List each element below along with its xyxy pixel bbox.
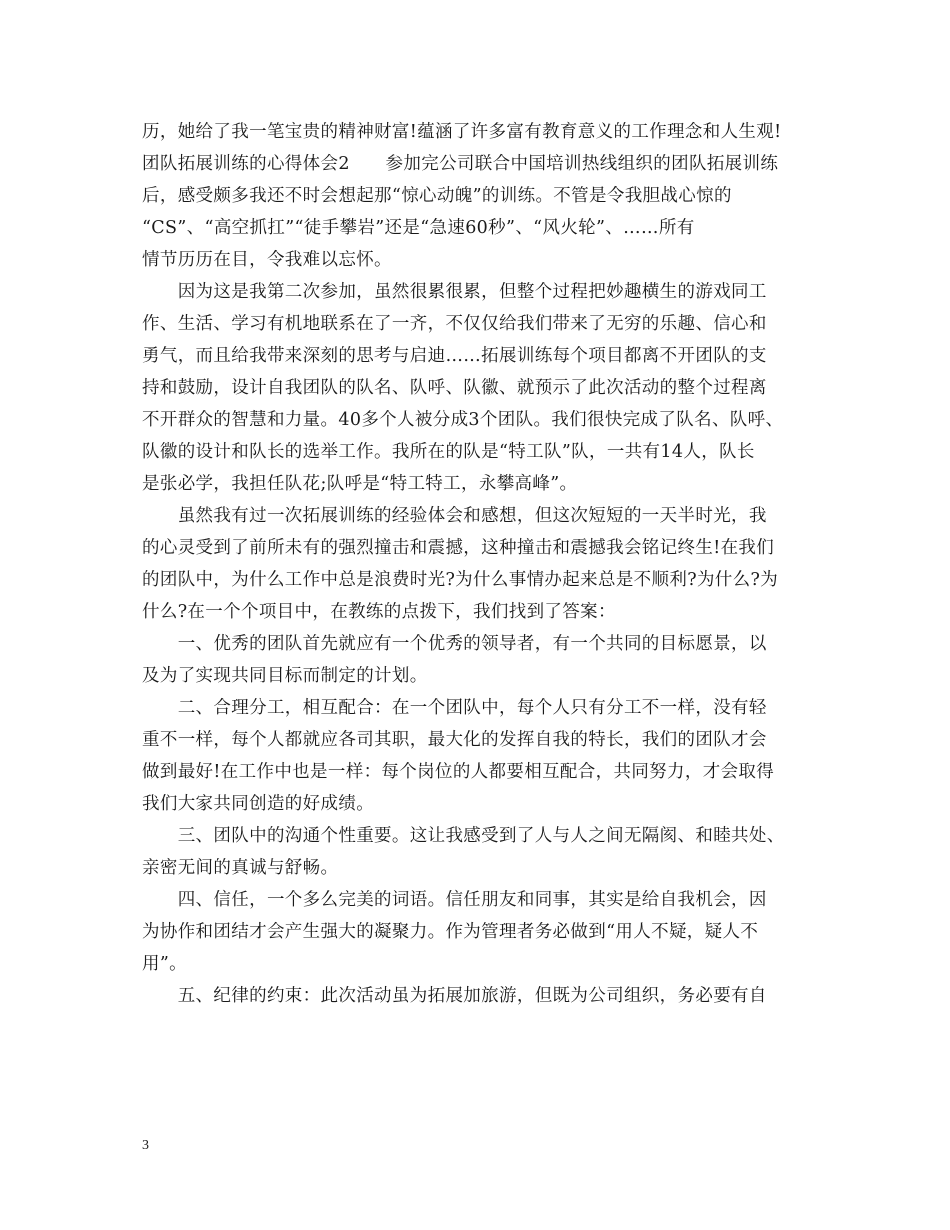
text-line-8: 勇气，而且给我带来深刻的思考与启迪……拓展训练每个项目都离不开团队的支: [142, 346, 767, 366]
text-line-23: 三、团队中的沟通个性重要。这让我感受到了人与人之间无隔阂、和睦共处、: [142, 826, 785, 846]
text-line-10: 不开群众的智慧和力量。40多个人被分成3个团队。我们很快完成了队名、队呼、: [142, 410, 784, 430]
text-line-9: 持和鼓励，设计自我团队的队名、队呼、队徽、就预示了此次活动的整个过程离: [142, 378, 767, 398]
text-line-3: 后，感受颇多我还不时会想起那“惊心动魄”的训练。不管是令我胆战心惊的: [142, 186, 732, 206]
text-line-16: 什么?在一个个项目中，在教练的点拨下，我们找到了答案：: [142, 602, 616, 622]
text-line-12: 是张必学，我担任队花;队呼是“特工特工，永攀高峰”。: [142, 474, 578, 494]
text-line-28: 五、纪律的约束：此次活动虽为拓展加旅游，但既为公司组织，务必要有自: [142, 986, 767, 1006]
text-line-5: 情节历历在目，令我难以忘怀。: [142, 250, 392, 270]
text-line-21: 做到最好!在工作中也是一样：每个岗位的人都要相互配合，共同努力，才会取得: [142, 762, 775, 782]
text-line-25: 四、信任，一个多么完美的词语。信任朋友和同事，其实是给自我机会，因: [142, 890, 767, 910]
text-line-14: 的心灵受到了前所未有的强烈撞击和震撼，这种撞击和震撼我会铭记终生!在我们: [142, 538, 775, 558]
text-line-20: 重不一样，每个人都就应各司其职，最大化的发挥自我的特长，我们的团队才会: [142, 730, 767, 750]
text-line-15: 的团队中，为什么工作中总是浪费时光?为什么事情办起来总是不顺利?为什么?为: [142, 570, 779, 590]
text-line-26: 为协作和团结才会产生强大的凝聚力。作为管理者务必做到“用人不疑，疑人不: [142, 922, 759, 942]
text-line-4: “CS”、“高空抓扛”“徒手攀岩”还是“急速60秒”、“风火轮”、……所有: [142, 218, 695, 238]
text-line-11: 队徽的设计和队长的选举工作。我所在的队是“特工队”队，一共有14人，队长: [142, 442, 755, 462]
text-line-7: 作、生活、学习有机地联系在了一齐，不仅仅给我们带来了无穷的乐趣、信心和: [142, 314, 767, 334]
text-line-1: 历，她给了我一笔宝贵的精神财富!蕴涵了许多富有教育意义的工作理念和人生观!: [142, 122, 782, 142]
text-line-22: 我们大家共同创造的好成绩。: [142, 794, 375, 814]
text-line-19: 二、合理分工，相互配合：在一个团队中，每个人只有分工不一样，没有轻: [142, 698, 767, 718]
page-number: 3: [142, 1138, 149, 1153]
text-line-2: 团队拓展训练的心得体会2 参加完公司联合中国培训热线组织的团队拓展训练: [142, 154, 779, 174]
text-line-24: 亲密无间的真诚与舒畅。: [142, 858, 339, 878]
text-line-17: 一、优秀的团队首先就应有一个优秀的领导者，有一个共同的目标愿景，以: [142, 634, 767, 654]
text-line-27: 用”。: [142, 954, 187, 974]
text-line-18: 及为了实现共同目标而制定的计划。: [142, 666, 428, 686]
text-line-6: 因为这是我第二次参加，虽然很累很累，但整个过程把妙趣横生的游戏同工: [142, 282, 767, 302]
document-body: [142, 116, 810, 1012]
text-line-13: 虽然我有过一次拓展训练的经验体会和感想，但这次短短的一天半时光，我: [142, 506, 767, 526]
